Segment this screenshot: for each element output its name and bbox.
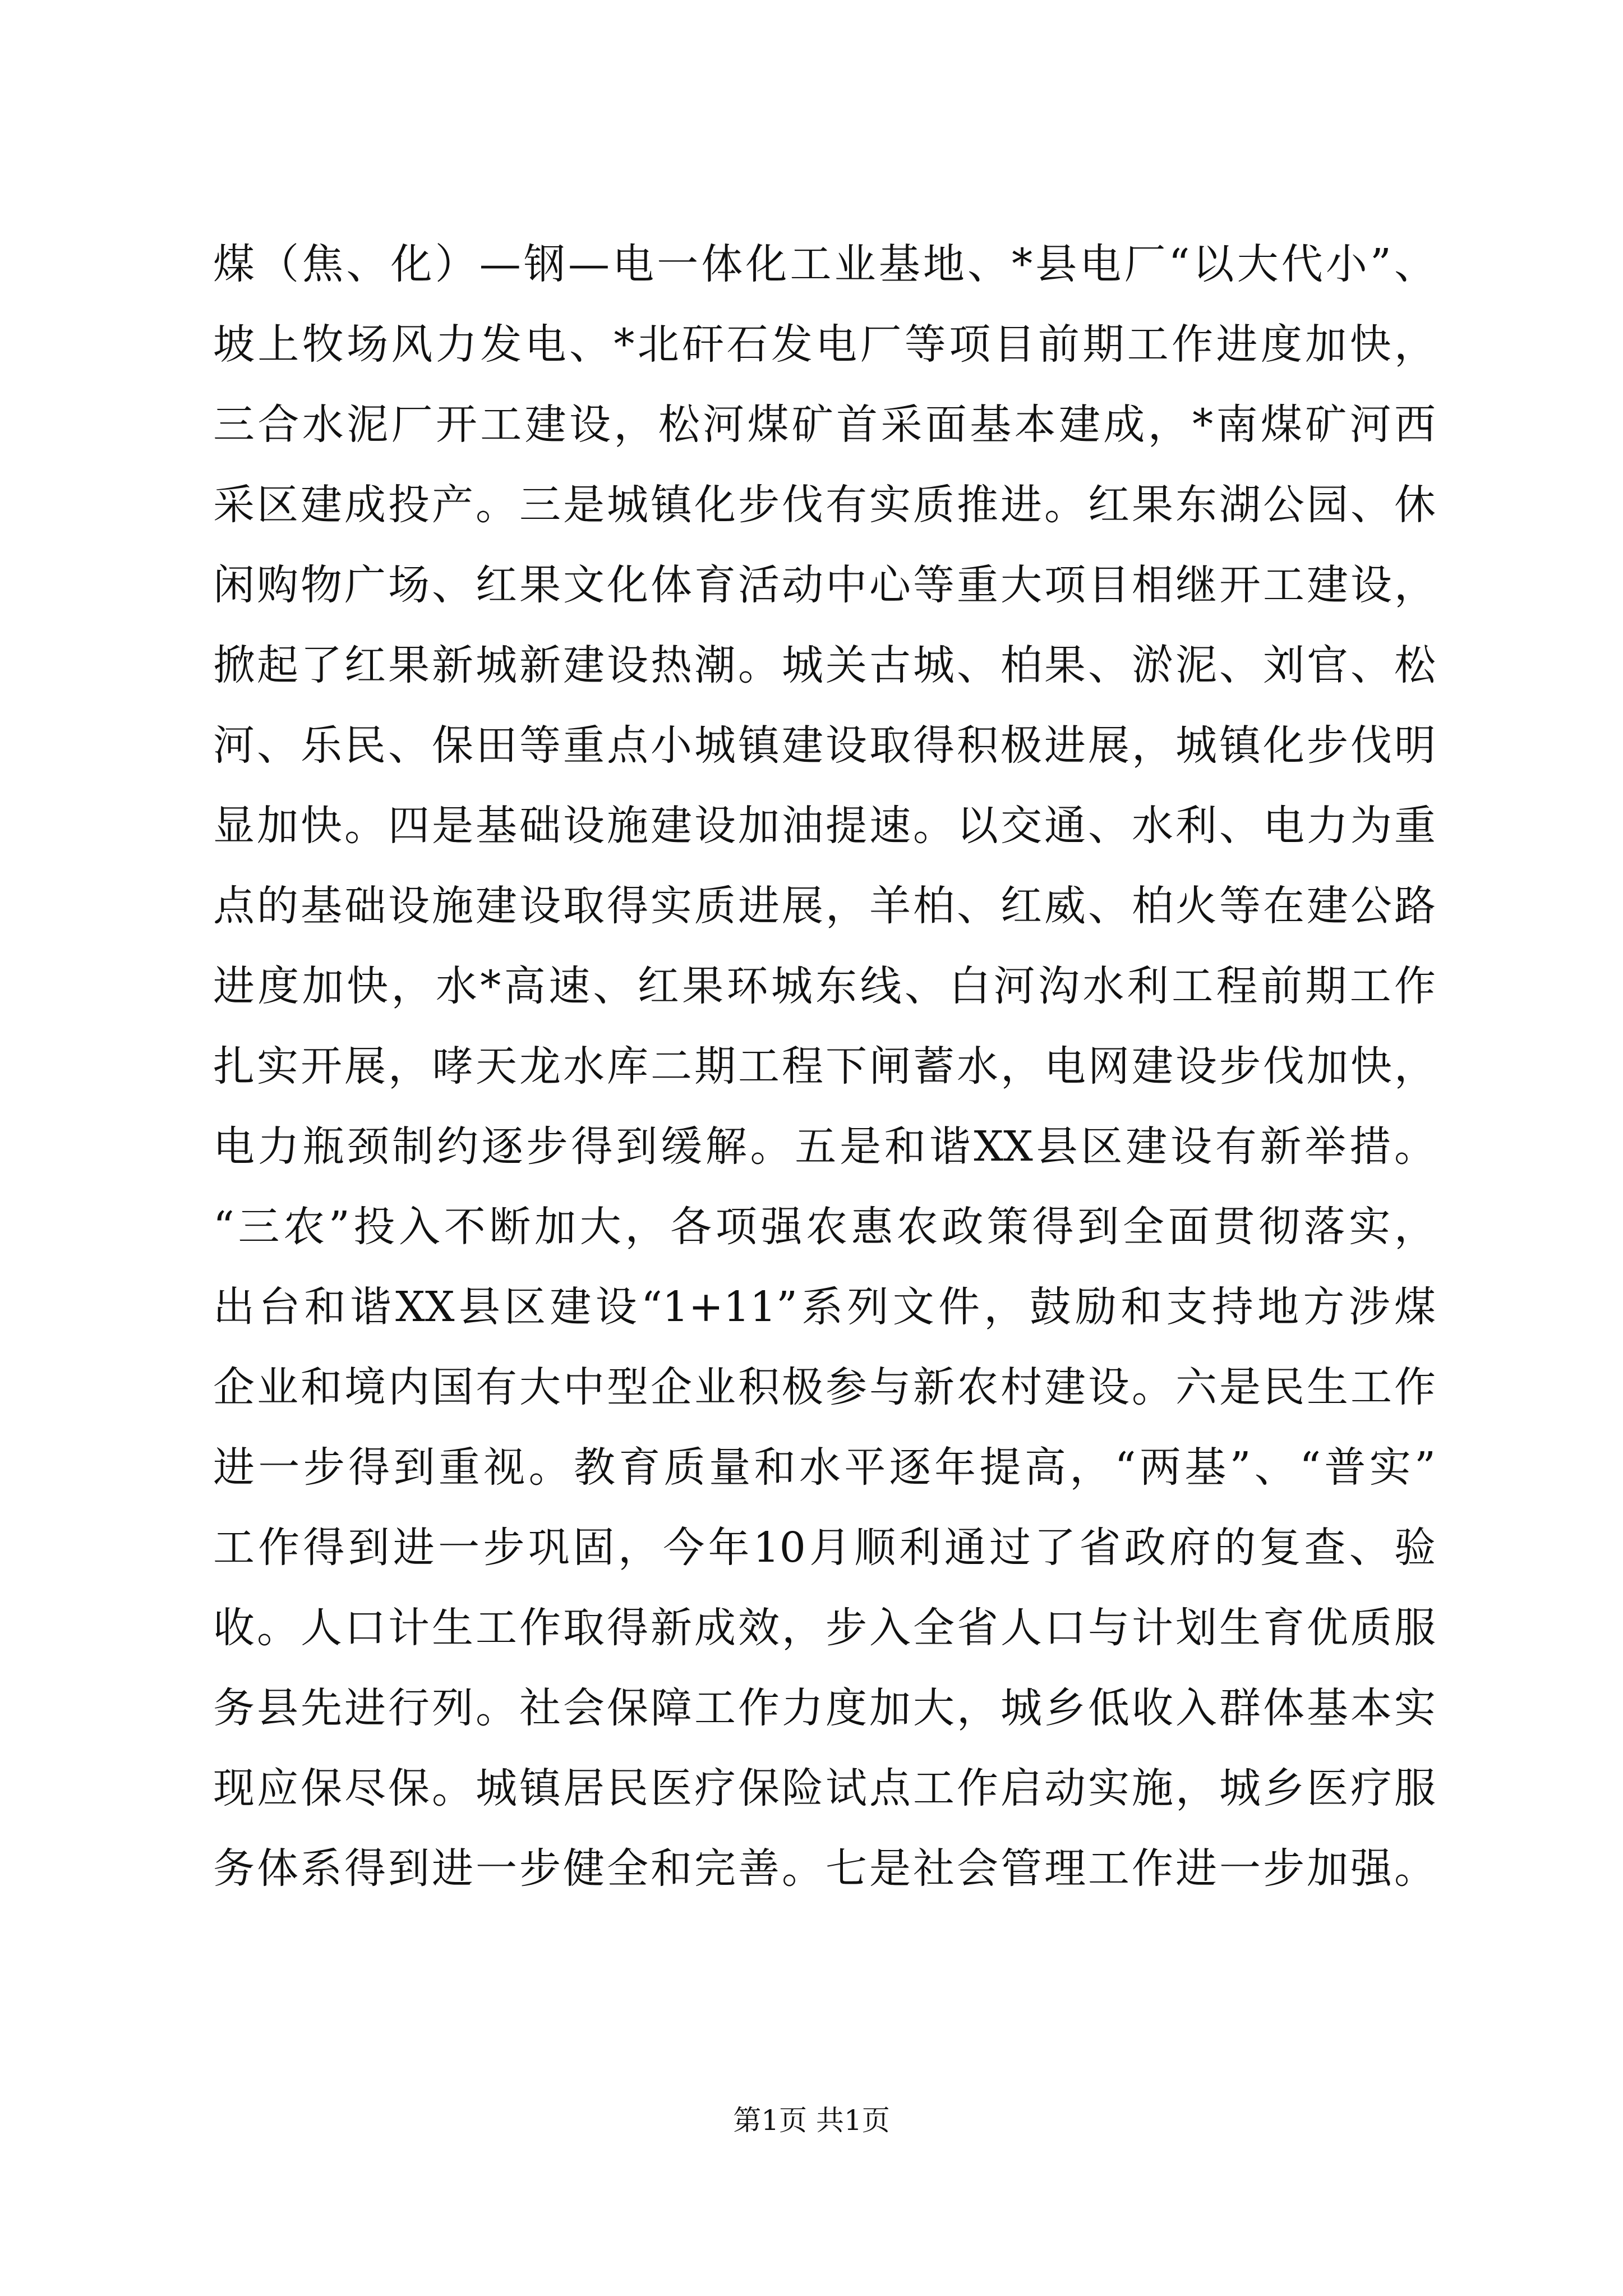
- text-line: 河、乐民、保田等重点小城镇建设取得积极进展，城镇化步伐明: [213, 721, 1436, 770]
- text-line: 电力瓶颈制约逐步得到缓解。五是和谐XX县区建设有新举措。: [213, 1122, 1436, 1171]
- text-line: 煤（焦、化）—钢—电一体化工业基地、*县电厂“以大代小”、: [213, 240, 1436, 288]
- text-line: 出台和谐XX县区建设“1+11”系列文件，鼓励和支持地方涉煤: [213, 1283, 1436, 1331]
- text-line: 进一步得到重视。教育质量和水平逐年提高，“两基”、“普实”: [213, 1443, 1436, 1492]
- text-line: 收。人口计生工作取得新成效，步入全省人口与计划生育优质服: [213, 1604, 1436, 1652]
- text-line: 点的基础设施建设取得实质进展，羊柏、红威、柏火等在建公路: [213, 882, 1436, 930]
- text-line: 务县先进行列。社会保障工作力度加大，城乡低收入群体基本实: [213, 1684, 1436, 1732]
- text-line: 工作得到进一步巩固，今年10月顺利通过了省政府的复查、验: [213, 1524, 1436, 1572]
- page-footer: [0, 2101, 1623, 2140]
- text-line: “三农”投入不断加大，各项强农惠农政策得到全面贯彻落实，: [213, 1203, 1436, 1251]
- text-line: 坡上牧场风力发电、*北矸石发电厂等项目前期工作进度加快，: [213, 320, 1436, 369]
- text-line: 扎实开展，哮天龙水库二期工程下闸蓄水，电网建设步伐加快，: [213, 1042, 1436, 1091]
- text-line: 务体系得到进一步健全和完善。七是社会管理工作进一步加强。: [213, 1844, 1436, 1893]
- page-number: 第1页 共1页: [733, 2104, 890, 2137]
- text-line: 企业和境内国有大中型企业积极参与新农村建设。六是民生工作: [213, 1363, 1436, 1411]
- text-line: 掀起了红果新城新建设热潮。城关古城、柏果、淤泥、刘官、松: [213, 641, 1436, 689]
- text-line: 现应保尽保。城镇居民医疗保险试点工作启动实施，城乡医疗服: [213, 1764, 1436, 1812]
- text-line: 闲购物广场、红果文化体育活动中心等重大项目相继开工建设，: [213, 561, 1436, 609]
- body-text: [213, 224, 1436, 1909]
- text-line: 采区建成投产。三是城镇化步伐有实质推进。红果东湖公园、休: [213, 481, 1436, 529]
- text-line: 显加快。四是基础设施建设加油提速。以交通、水利、电力为重: [213, 802, 1436, 850]
- text-line: 进度加快，水*高速、红果环城东线、白河沟水利工程前期工作: [213, 962, 1436, 1010]
- text-line: 三合水泥厂开工建设，松河煤矿首采面基本建成，*南煤矿河西: [213, 401, 1436, 449]
